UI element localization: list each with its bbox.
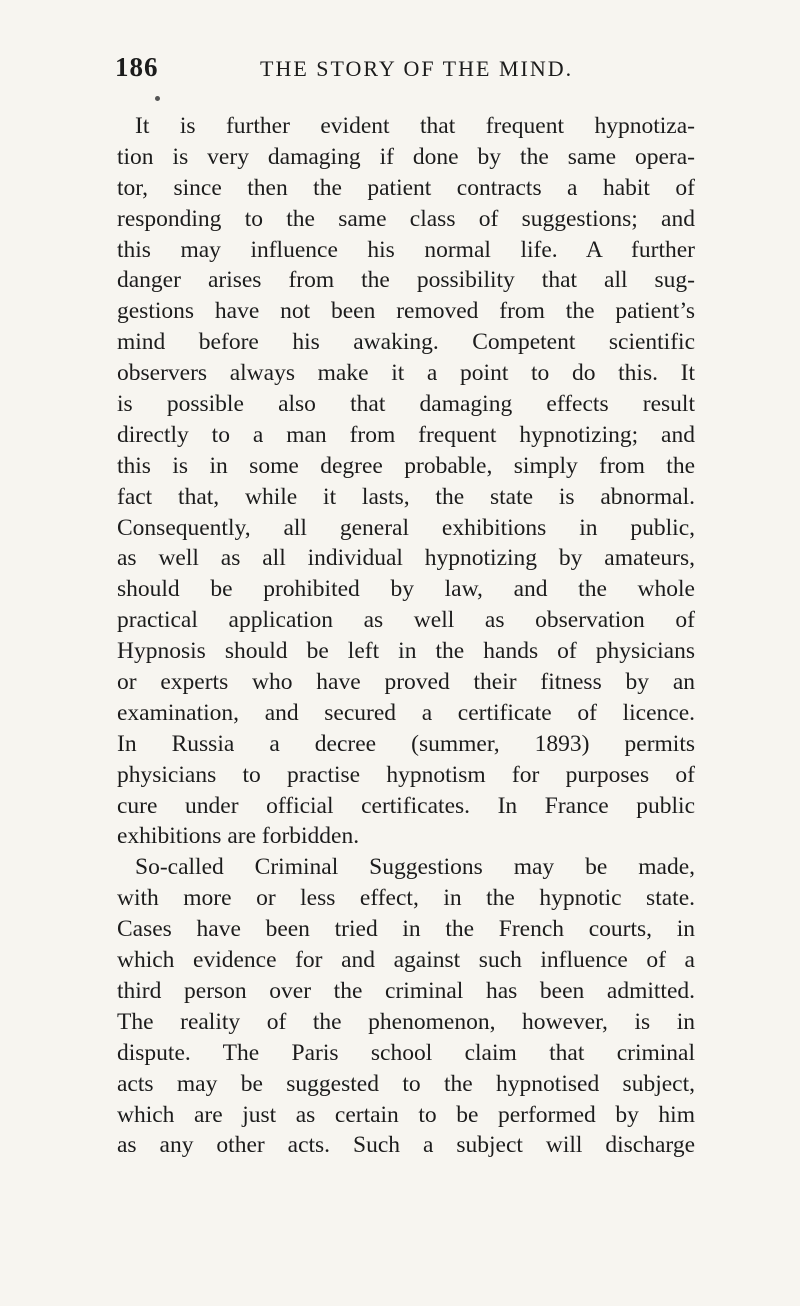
text-line: examination, and secured a certificate of licence. bbox=[117, 699, 695, 726]
text-line: Hypnosis should be left in the hands of physicians bbox=[117, 638, 695, 665]
text-line: mind before his awaking. Competent scientific bbox=[117, 329, 695, 356]
text-line: practical application as well as observation of bbox=[117, 607, 695, 634]
text-line: observers always make it a point to do this. It bbox=[117, 360, 695, 387]
text-line: Cases have been tried in the French courts, in bbox=[117, 916, 695, 943]
text-line: third person over the criminal has been admitted. bbox=[117, 977, 695, 1004]
text-line: gestions have not been removed from the patient’s bbox=[117, 298, 695, 325]
running-title: THE STORY OF THE MIND. bbox=[260, 56, 574, 81]
page-number: 186 bbox=[115, 52, 159, 82]
text-line: should be prohibited by law, and the whole bbox=[117, 576, 695, 603]
text-line: fact that, while it lasts, the state is abnormal. bbox=[117, 483, 695, 510]
text-line: responding to the same class of suggestions; and bbox=[117, 205, 695, 232]
text-line: directly to a man from frequent hypnotizing; and bbox=[117, 421, 695, 448]
text-line: Consequently, all general exhibitions in public, bbox=[117, 514, 695, 541]
text-line: acts may be suggested to the hypnotised subject, bbox=[117, 1070, 695, 1097]
text-line: which evidence for and against such influence of a bbox=[117, 947, 695, 974]
body-text bbox=[117, 111, 695, 1161]
text-line: tor, since then the patient contracts a habit of bbox=[117, 174, 695, 201]
text-line: In Russia a decree (summer, 1893) permits bbox=[117, 730, 695, 757]
text-line: exhibitions are forbidden. bbox=[117, 823, 360, 850]
text-line: as well as all individual hypnotizing by amateurs, bbox=[117, 545, 695, 572]
text-line: The reality of the phenomenon, however, is in bbox=[117, 1008, 695, 1035]
text-line: So-called Criminal Suggestions may be made, bbox=[135, 854, 695, 881]
text-line: tion is very damaging if done by the same opera- bbox=[117, 143, 695, 170]
text-line: this may influence his normal life. A further bbox=[117, 236, 695, 263]
text-line: physicians to practise hypnotism for purposes of bbox=[117, 761, 695, 788]
text-line: or experts who have proved their fitness by an bbox=[117, 669, 695, 696]
text-line: danger arises from the possibility that all sug- bbox=[117, 267, 695, 294]
text-line: dispute. The Paris school claim that criminal bbox=[117, 1039, 695, 1066]
ink-speck bbox=[155, 96, 160, 101]
page-header bbox=[115, 52, 670, 92]
text-line: is possible also that damaging effects result bbox=[117, 391, 695, 418]
text-line: with more or less effect, in the hypnotic state. bbox=[117, 885, 695, 912]
text-line: as any other acts. Such a subject will discharge bbox=[117, 1132, 695, 1159]
text-line: It is further evident that frequent hypnotiza- bbox=[135, 113, 695, 139]
text-line: which are just as certain to be performed by him bbox=[117, 1101, 695, 1128]
text-line: cure under official certificates. In France public bbox=[117, 792, 695, 819]
text-line: this is in some degree probable, simply from the bbox=[117, 452, 695, 479]
